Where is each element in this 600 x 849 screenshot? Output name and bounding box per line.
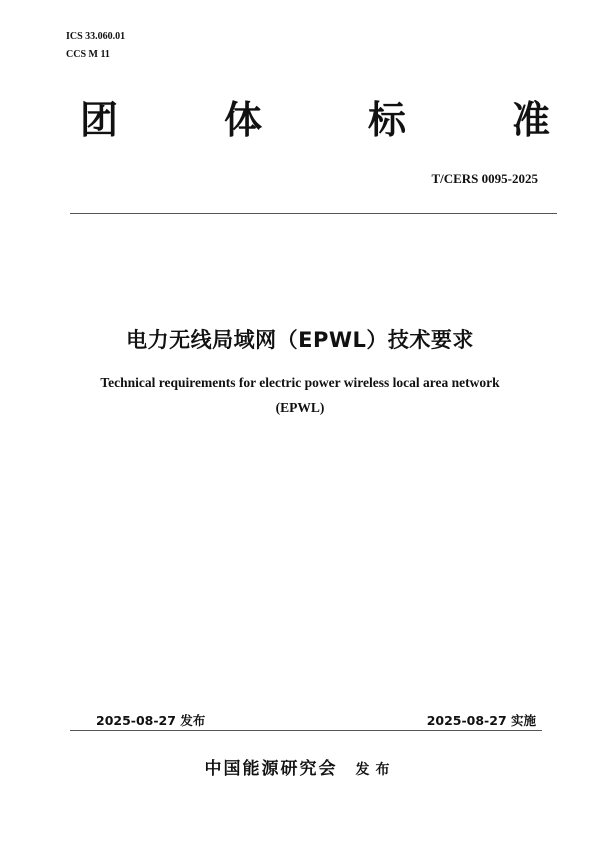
publish-date: 2025-08-27 发布 — [96, 713, 206, 728]
ics-code: ICS 33.060.01 — [66, 31, 126, 42]
bottom-divider — [70, 730, 542, 731]
ccs-code: CCS M 11 — [66, 49, 110, 60]
category-char: 团 — [80, 98, 119, 142]
top-divider — [70, 213, 557, 214]
implement-date: 2025-08-27 实施 — [426, 713, 536, 728]
publisher-action: 发布 — [355, 762, 396, 778]
category-char: 准 — [511, 98, 550, 142]
english-title-line: Technical requirements for electric power wireless local area network — [100, 375, 500, 390]
standard-category-title — [80, 96, 550, 146]
publisher-line — [0, 754, 600, 779]
publisher-organization: 中国能源研究会 — [204, 759, 338, 779]
english-title-line: (EPWL) — [275, 400, 325, 415]
standard-number: T/CERS 0095-2025 — [431, 171, 538, 186]
category-char: 标 — [367, 98, 406, 142]
english-title — [0, 370, 600, 420]
classification-codes — [66, 28, 125, 64]
category-char: 体 — [223, 98, 262, 142]
chinese-title: 电力无线局域网（EPWL）技术要求 — [126, 328, 474, 352]
